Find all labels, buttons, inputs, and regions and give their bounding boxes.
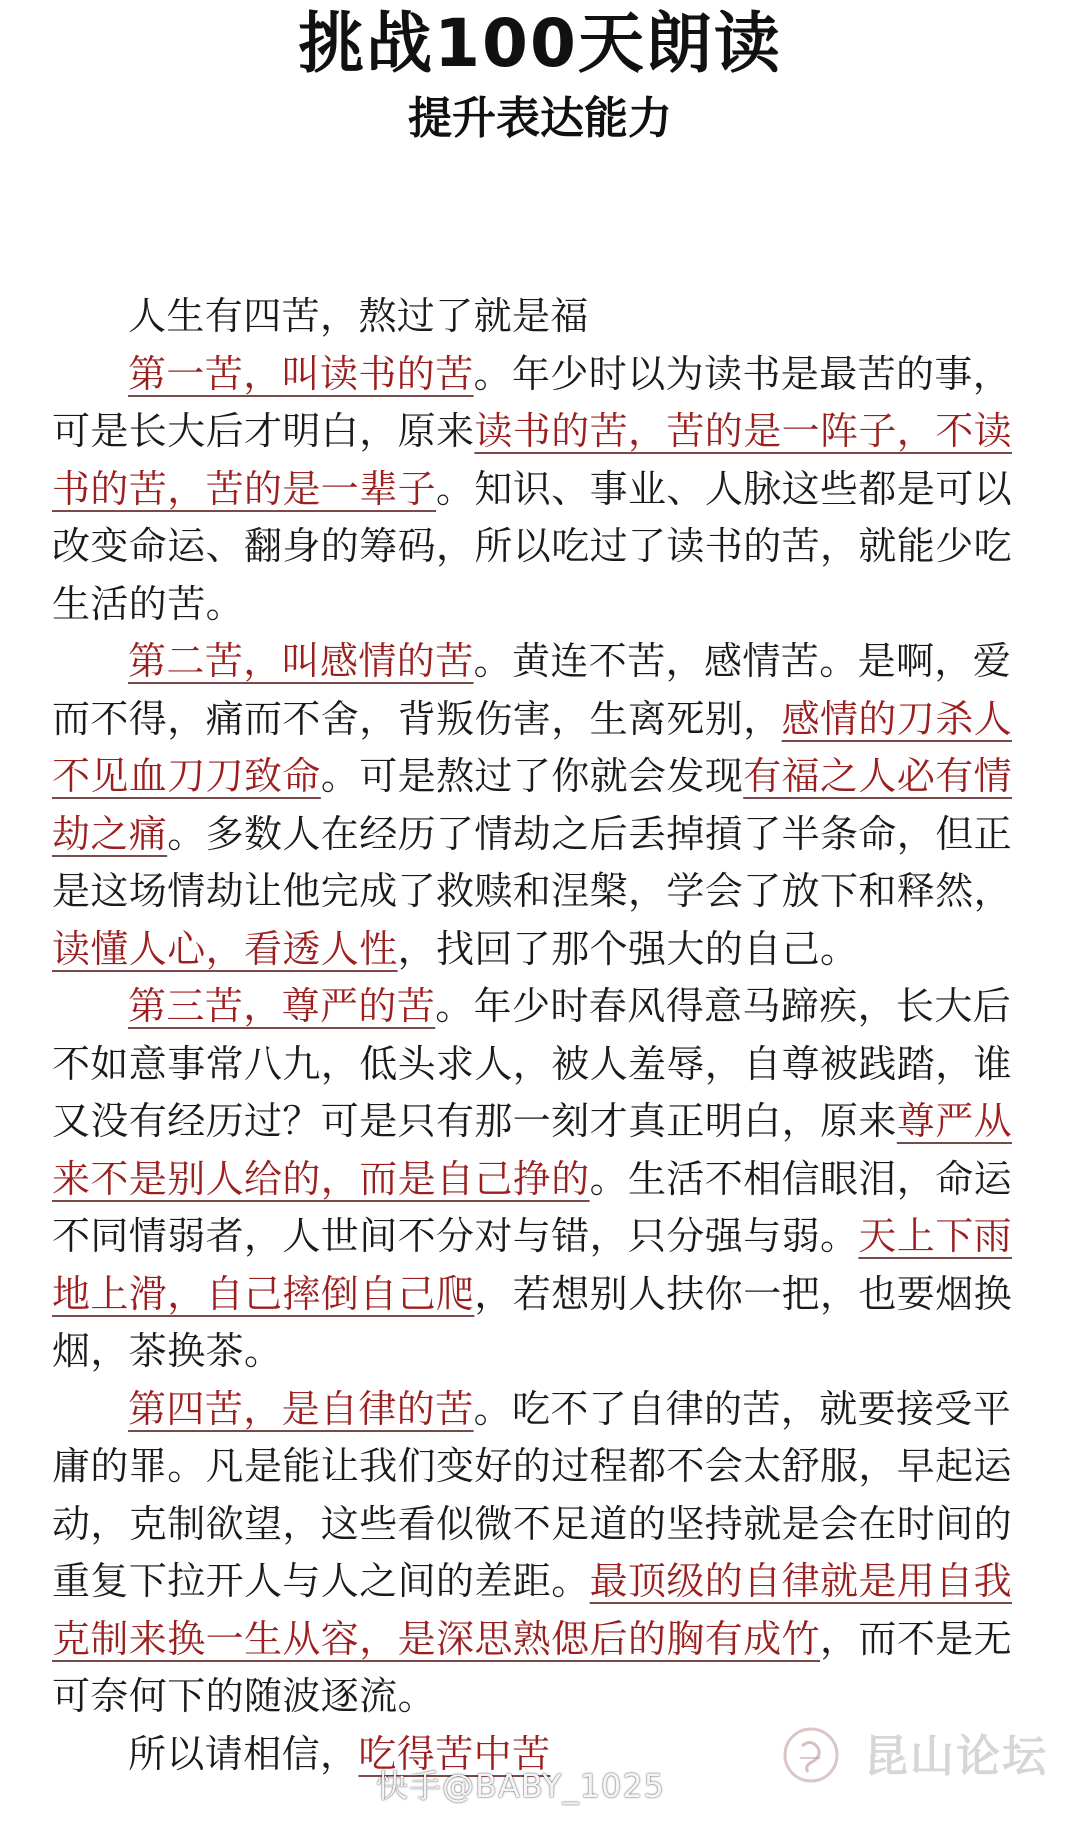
highlighted-phrase: 读书的苦，苦的是一阵子，不读书的苦，苦的是一辈子	[52, 409, 1013, 511]
body-text: 。年少时春风得意马蹄疾，长大后不如意事常八九，低头求人，被人羞辱，自尊被践踏，谁又没有经历过？可是只有那一刻才真正明白，原来	[52, 984, 1013, 1143]
highlighted-phrase: 尊严从来不是别人给的，而是自己挣的	[52, 1099, 1013, 1201]
body-text: ，若想别人扶你一把，也要烟换烟，茶换茶。	[52, 1271, 1013, 1373]
body-text: ，而不是无可奈何下的随波逐流。	[52, 1616, 1013, 1718]
page-title: 挑战100天朗读	[298, 5, 782, 82]
article-body	[52, 288, 1014, 1783]
body-text: ，找回了那个强大的自己。	[397, 926, 859, 971]
paragraph-emotion	[52, 633, 1014, 978]
highlighted-phrase: 第三苦，尊严的苦	[128, 984, 436, 1028]
highlighted-phrase: 第一苦，叫读书的苦	[128, 351, 474, 396]
highlighted-phrase: 第二苦，叫感情的苦	[128, 639, 474, 683]
body-text: 。知识、事业、人脉这些都是可以改变命运、翻身的筹码，所以吃过了读书的苦，就能少吃生活的苦。	[52, 466, 1013, 626]
kuaishou-watermark: 快手@BABY_1025	[376, 1767, 666, 1805]
highlighted-phrase: 第四苦，是自律的苦	[128, 1386, 474, 1431]
body-text: 所以请相信，	[128, 1731, 359, 1776]
body-text: 。多数人在经历了情劫之后丢掉摃了半条命，但正是这场情劫让他完成了救赎和涅槃，学会了放下和释然，	[52, 811, 1013, 913]
highlighted-phrase: 吃得苦中苦	[358, 1731, 551, 1776]
intro-paragraph: 人生有四苦，熬过了就是福	[128, 294, 589, 338]
kunshan-forum-logo-icon	[782, 1726, 840, 1784]
site-watermark-logo	[782, 1722, 1070, 1792]
highlighted-phrase: 最顶级的自律就是用自我克制来换一生从容，是深思熟偲后的胸有成竹	[52, 1559, 1013, 1661]
body-text: 。生活不相信眼泪，命运不同情弱者，人世间不分对与错，只分强与弱。	[52, 1156, 1013, 1258]
body-text: 。黄连不苦，感情苦。是啊，爱而不得，痛而不舍，背叛伤害，生离死别，	[52, 639, 1012, 741]
highlighted-phrase: 感情的刀杀人不见血刀刀致命	[52, 696, 1013, 798]
highlighted-phrase: 有福之人必有情劫之痛	[52, 754, 1013, 856]
highlighted-phrase: 读懂人心，看透人性	[52, 926, 398, 971]
paragraph-discipline	[52, 1381, 1014, 1726]
paragraph-reading	[52, 346, 1014, 634]
body-text: 。年少时以为读书是最苦的事，可是长大后才明白，原来	[52, 351, 1012, 453]
paragraph-dignity	[52, 978, 1014, 1381]
page-subtitle: 提升表达能力	[408, 93, 672, 144]
highlighted-phrase: 天上下雨地上滑，自己摔倒自己爬	[52, 1214, 1013, 1316]
body-text: 。吃不了自律的苦，就要接受平庸的罪。凡是能让我们变好的过程都不会太舒服，早起运动，克制欲望，这些看似微不足道的坚持就是会在时间的重复下拉开人与人之间的差距。	[52, 1386, 1013, 1603]
site-watermark-text: 昆山论坛	[864, 1731, 1048, 1782]
body-text: 。可是熬过了你就会发现	[320, 754, 744, 798]
